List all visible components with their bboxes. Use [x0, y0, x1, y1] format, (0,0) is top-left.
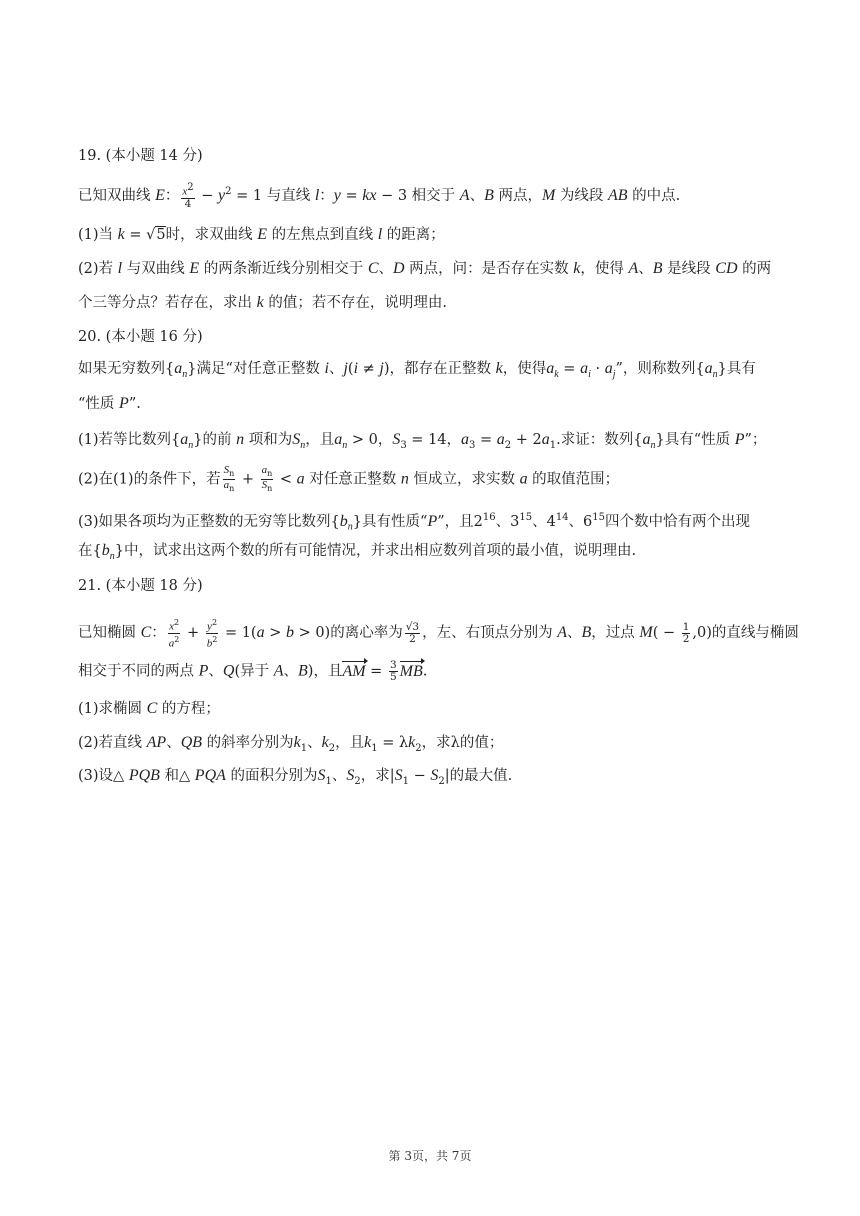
- q20-part3: (3)如果各项均为正整数的无穷等比数列$\{b_n\}$具有性质“P”，且$2^{16}$、$3^{15}$、$4^{14}$、$6^{15}$四个数中恰有两个出现: [78, 512, 751, 533]
- q21-part3: (3)设△ PQB 和△ PQA 的面积分别为$S_1$、$S_2$，求$|S_1 - S_2|$的最大值.: [78, 767, 513, 787]
- q21-stem: 已知椭圆 C： $\frac{x^2}{a^2}$ + $\frac{y^2}{b^2}$ = 1(a > b > 0)的离心率为 $\frac{√3}{2}$ ，左、右顶点分别为 A、B，过点 M( − $\frac{1}{2}$ ,0)的直线与椭圆: [78, 618, 799, 649]
- q20-heading: 20. (本小题 16 分): [78, 329, 203, 345]
- q20-stem-cont: “性质 P”.: [78, 395, 141, 412]
- q21-part1: (1)求椭圆 C 的方程；: [78, 700, 220, 717]
- q19-part2-cont: 个三等分点？若存在，求出 k 的值；若不存在，说明理由.: [78, 294, 447, 311]
- q19-stem: 已知双曲线 E： $\frac{x^2}{4}$ − $y^2 = 1$ 与直线 l：y = kx − 3 相交于 A、B 两点，M 为线段 AB 的中点.: [78, 182, 681, 210]
- q19-heading: 19. (本小题 14 分): [78, 148, 203, 164]
- page-footer: 第 3页，共 7页: [388, 1149, 472, 1163]
- q20-part2: (2)在(1)的条件下，若 $\frac{S_n}{a_n}$ + $\frac{a_n}{S_n}$ < a 对任意正整数 n 恒成立，求实数 a 的取值范围；: [78, 464, 620, 494]
- q20-part3-cont: 在$\{b_n\}$中，试求出这两个数的所有可能情况，并求出相应数列首项的最小值，说明理由.: [78, 542, 637, 562]
- q20-part1: (1)若等比数列$\{a_n\}$的前 n 项和为$S_n$，且$a_n > 0$，$S_3 = 14$，$a_3 = a_2 + 2a_1$.求证：数列$\{a_n\}$具有“性质 P”；: [78, 431, 767, 451]
- q21-part2: (2)若直线 AP、QB 的斜率分别为$k_1$、$k_2$，且$k_1 = \lambda k_2$，求λ的值；: [78, 734, 504, 754]
- q19-part1: (1)当 k = √5时，求双曲线 E 的左焦点到直线 l 的距离；: [78, 226, 445, 243]
- q20-stem: 如果无穷数列$\{a_n\}$满足“对任意正整数 i、j(i ≠ j)，都存在正整数 k，使得$a_k = a_i \cdot a_j$”，则称数列$\{a_n\}$具有: [78, 360, 756, 380]
- q19-part2: (2)若 l 与双曲线 E 的两条渐近线分别相交于 C、D 两点，问：是否存在实数 k，使得 A、B 是线段 CD 的两: [78, 260, 772, 277]
- q21-heading: 21. (本小题 18 分): [78, 578, 203, 594]
- q21-stem-cont: 相交于不同的两点 P、Q(异于 A、B)，且AM = $\frac{3}{5}$ MB.: [78, 659, 428, 683]
